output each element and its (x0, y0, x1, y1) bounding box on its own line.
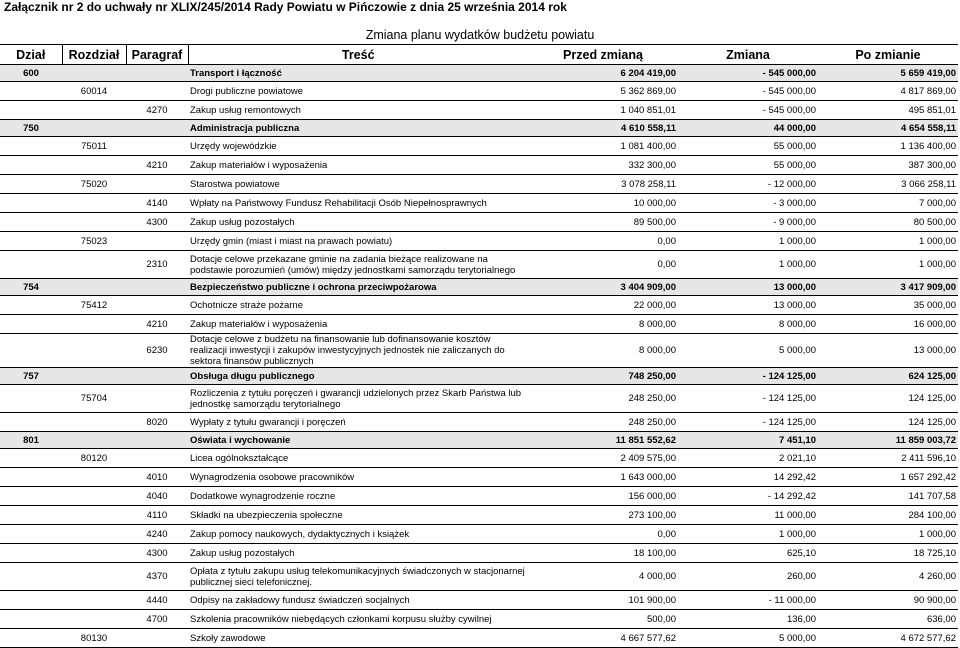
przed-zmiana-cell: 156 000,00 (528, 487, 678, 506)
zmiana-cell: - 545 000,00 (678, 82, 818, 101)
table-row (0, 591, 958, 610)
tresc-cell: Zakup usług pozostałych (188, 213, 528, 232)
paragraf-cell (126, 82, 188, 101)
po-zmianie-cell: 3 066 258,11 (818, 175, 958, 194)
rozdzial-cell (62, 194, 126, 213)
po-zmianie-cell: 495 851,01 (818, 101, 958, 120)
zmiana-cell: 11 000,00 (678, 506, 818, 525)
paragraf-cell: 4270 (126, 101, 188, 120)
paragraf-cell (126, 449, 188, 468)
table-row (0, 194, 958, 213)
table-row (0, 385, 958, 413)
po-zmianie-cell: 387 300,00 (818, 156, 958, 175)
przed-zmiana-cell: 2 409 575,00 (528, 449, 678, 468)
table-row (0, 432, 958, 449)
tresc-cell: Opłata z tytułu zakupu usług telekomunikacyjnych świadczonych w stacjonarnej publicznej sieci telefonicznej. (188, 563, 528, 591)
tresc-cell: Urzędy gmin (miast i miast na prawach powiatu) (188, 232, 528, 251)
po-zmianie-cell: 16 000,00 (818, 315, 958, 334)
table-row (0, 120, 958, 137)
dzial-cell (0, 156, 62, 175)
column-header-rozdzial: Rozdział (62, 45, 126, 65)
tresc-cell: Transport i łączność (188, 65, 528, 82)
rozdzial-cell (62, 413, 126, 432)
zmiana-cell: 260,00 (678, 563, 818, 591)
document-subtitle: Zmiana planu wydatków budżetu powiatu (365, 28, 595, 42)
rozdzial-cell (62, 487, 126, 506)
przed-zmiana-cell: 18 100,00 (528, 544, 678, 563)
po-zmianie-cell: 3 417 909,00 (818, 279, 958, 296)
dzial-cell (0, 296, 62, 315)
column-header-zmiana: Zmiana (678, 45, 818, 65)
zmiana-cell: 2 021,10 (678, 449, 818, 468)
zmiana-cell: 1 000,00 (678, 251, 818, 279)
table-row (0, 279, 958, 296)
zmiana-cell: 5 000,00 (678, 334, 818, 368)
po-zmianie-cell: 35 000,00 (818, 296, 958, 315)
paragraf-cell: 4700 (126, 610, 188, 629)
tresc-cell: Wypłaty z tytułu gwarancji i poręczeń (188, 413, 528, 432)
table-header-row (0, 45, 958, 65)
rozdzial-cell (62, 315, 126, 334)
paragraf-cell: 4210 (126, 315, 188, 334)
dzial-cell (0, 591, 62, 610)
tresc-cell: Zakup materiałów i wyposażenia (188, 156, 528, 175)
przed-zmiana-cell: 3 404 909,00 (528, 279, 678, 296)
paragraf-cell: 4240 (126, 525, 188, 544)
rozdzial-cell (62, 368, 126, 385)
rozdzial-cell (62, 251, 126, 279)
przed-zmiana-cell: 0,00 (528, 525, 678, 544)
table-row (0, 251, 958, 279)
dzial-cell: 754 (0, 279, 62, 296)
przed-zmiana-cell: 5 362 869,00 (528, 82, 678, 101)
dzial-cell (0, 251, 62, 279)
po-zmianie-cell: 4 672 577,62 (818, 629, 958, 648)
zmiana-cell: - 124 125,00 (678, 368, 818, 385)
paragraf-cell: 6230 (126, 334, 188, 368)
tresc-cell: Starostwa powiatowe (188, 175, 528, 194)
paragraf-cell: 4110 (126, 506, 188, 525)
table-row (0, 413, 958, 432)
table-row (0, 487, 958, 506)
rozdzial-cell (62, 65, 126, 82)
paragraf-cell (126, 175, 188, 194)
zmiana-cell: - 545 000,00 (678, 65, 818, 82)
dzial-cell (0, 413, 62, 432)
dzial-cell (0, 232, 62, 251)
rozdzial-cell (62, 610, 126, 629)
zmiana-cell: 5 000,00 (678, 629, 818, 648)
przed-zmiana-cell: 273 100,00 (528, 506, 678, 525)
zmiana-cell: 8 000,00 (678, 315, 818, 334)
rozdzial-cell (62, 563, 126, 591)
paragraf-cell: 4300 (126, 213, 188, 232)
po-zmianie-cell: 18 725,10 (818, 544, 958, 563)
dzial-cell (0, 610, 62, 629)
table-row (0, 468, 958, 487)
tresc-cell: Zakup pomocy naukowych, dydaktycznych i książek (188, 525, 528, 544)
dzial-cell (0, 629, 62, 648)
column-header-tresc: Treść (188, 45, 528, 65)
po-zmianie-cell: 4 817 869,00 (818, 82, 958, 101)
dzial-cell (0, 82, 62, 101)
przed-zmiana-cell: 248 250,00 (528, 413, 678, 432)
table-row (0, 101, 958, 120)
paragraf-cell: 2310 (126, 251, 188, 279)
table-row (0, 232, 958, 251)
rozdzial-cell (62, 334, 126, 368)
przed-zmiana-cell: 11 851 552,62 (528, 432, 678, 449)
table-row (0, 563, 958, 591)
table-row (0, 544, 958, 563)
dzial-cell (0, 101, 62, 120)
dzial-cell (0, 315, 62, 334)
dzial-cell: 750 (0, 120, 62, 137)
paragraf-cell: 8020 (126, 413, 188, 432)
rozdzial-cell (62, 468, 126, 487)
tresc-cell: Dodatkowe wynagrodzenie roczne (188, 487, 528, 506)
dzial-cell (0, 175, 62, 194)
tresc-cell: Ochotnicze straże pożarne (188, 296, 528, 315)
column-header-po: Po zmianie (818, 45, 958, 65)
rozdzial-cell: 80120 (62, 449, 126, 468)
przed-zmiana-cell: 248 250,00 (528, 385, 678, 413)
table-row (0, 315, 958, 334)
przed-zmiana-cell: 1 081 400,00 (528, 137, 678, 156)
budget-table (0, 44, 958, 648)
dzial-cell (0, 525, 62, 544)
przed-zmiana-cell: 6 204 419,00 (528, 65, 678, 82)
paragraf-cell: 4210 (126, 156, 188, 175)
przed-zmiana-cell: 89 500,00 (528, 213, 678, 232)
paragraf-cell (126, 120, 188, 137)
table-row (0, 82, 958, 101)
document-title: Załącznik nr 2 do uchwały nr XLIX/245/2014 Rady Powiatu w Pińczowie z dnia 25 września 2014 rok (4, 0, 567, 14)
paragraf-cell (126, 137, 188, 156)
po-zmianie-cell: 13 000,00 (818, 334, 958, 368)
przed-zmiana-cell: 8 000,00 (528, 334, 678, 368)
rozdzial-cell (62, 120, 126, 137)
tresc-cell: Dotacje celowe przekazane gminie na zadania bieżące realizowane na podstawie porozumień (umów) między jednostkami samorządu terytorialnego (188, 251, 528, 279)
przed-zmiana-cell: 10 000,00 (528, 194, 678, 213)
tresc-cell: Szkoły zawodowe (188, 629, 528, 648)
table-row (0, 334, 958, 368)
przed-zmiana-cell: 4 000,00 (528, 563, 678, 591)
dzial-cell (0, 213, 62, 232)
paragraf-cell: 4040 (126, 487, 188, 506)
column-header-dzial: Dział (0, 45, 62, 65)
zmiana-cell: 55 000,00 (678, 137, 818, 156)
przed-zmiana-cell: 101 900,00 (528, 591, 678, 610)
rozdzial-cell (62, 213, 126, 232)
tresc-cell: Odpisy na zakładowy fundusz świadczeń socjalnych (188, 591, 528, 610)
zmiana-cell: - 124 125,00 (678, 385, 818, 413)
paragraf-cell (126, 629, 188, 648)
po-zmianie-cell: 636,00 (818, 610, 958, 629)
tresc-cell: Obsługa długu publicznego (188, 368, 528, 385)
po-zmianie-cell: 11 859 003,72 (818, 432, 958, 449)
przed-zmiana-cell: 748 250,00 (528, 368, 678, 385)
dzial-cell (0, 449, 62, 468)
tresc-cell: Licea ogólnokształcące (188, 449, 528, 468)
table-row (0, 506, 958, 525)
tresc-cell: Wpłaty na Państwowy Fundusz Rehabilitacji Osób Niepełnosprawnych (188, 194, 528, 213)
rozdzial-cell (62, 101, 126, 120)
tresc-cell: Dotacje celowe z budżetu na finansowanie lub dofinansowanie kosztów realizacji inwestycji i zakupów inwestycyjnych jednostek nie zaliczanych do sektora finansów publicznych (188, 334, 528, 368)
column-header-paragraf: Paragraf (126, 45, 188, 65)
zmiana-cell: - 124 125,00 (678, 413, 818, 432)
tresc-cell: Rozliczenia z tytułu poręczeń i gwarancji udzielonych przez Skarb Państwa lub jednostkę samorządu terytorialnego (188, 385, 528, 413)
zmiana-cell: 7 451,10 (678, 432, 818, 449)
dzial-cell (0, 563, 62, 591)
dzial-cell (0, 506, 62, 525)
table-row (0, 525, 958, 544)
dzial-cell (0, 487, 62, 506)
dzial-cell (0, 137, 62, 156)
przed-zmiana-cell: 332 300,00 (528, 156, 678, 175)
table-row (0, 213, 958, 232)
paragraf-cell (126, 432, 188, 449)
zmiana-cell: - 14 292,42 (678, 487, 818, 506)
column-header-przed: Przed zmianą (528, 45, 678, 65)
przed-zmiana-cell: 1 040 851,01 (528, 101, 678, 120)
table-row (0, 629, 958, 648)
zmiana-cell: - 11 000,00 (678, 591, 818, 610)
paragraf-cell: 4370 (126, 563, 188, 591)
tresc-cell: Urzędy wojewódzkie (188, 137, 528, 156)
tresc-cell: Składki na ubezpieczenia społeczne (188, 506, 528, 525)
po-zmianie-cell: 124 125,00 (818, 413, 958, 432)
rozdzial-cell: 75023 (62, 232, 126, 251)
dzial-cell (0, 194, 62, 213)
paragraf-cell (126, 232, 188, 251)
tresc-cell: Zakup usług remontowych (188, 101, 528, 120)
rozdzial-cell: 75704 (62, 385, 126, 413)
dzial-cell (0, 334, 62, 368)
tresc-cell: Oświata i wychowanie (188, 432, 528, 449)
paragraf-cell (126, 279, 188, 296)
zmiana-cell: 1 000,00 (678, 525, 818, 544)
zmiana-cell: 44 000,00 (678, 120, 818, 137)
przed-zmiana-cell: 1 643 000,00 (528, 468, 678, 487)
zmiana-cell: 13 000,00 (678, 296, 818, 315)
tresc-cell: Zakup usług pozostałych (188, 544, 528, 563)
po-zmianie-cell: 1 000,00 (818, 525, 958, 544)
rozdzial-cell (62, 432, 126, 449)
po-zmianie-cell: 284 100,00 (818, 506, 958, 525)
table-row (0, 65, 958, 82)
dzial-cell: 757 (0, 368, 62, 385)
tresc-cell: Wynagrodzenia osobowe pracowników (188, 468, 528, 487)
rozdzial-cell: 75412 (62, 296, 126, 315)
tresc-cell: Zakup materiałów i wyposażenia (188, 315, 528, 334)
przed-zmiana-cell: 4 667 577,62 (528, 629, 678, 648)
przed-zmiana-cell: 0,00 (528, 232, 678, 251)
przed-zmiana-cell: 3 078 258,11 (528, 175, 678, 194)
rozdzial-cell: 60014 (62, 82, 126, 101)
table-row (0, 175, 958, 194)
zmiana-cell: - 3 000,00 (678, 194, 818, 213)
dzial-cell (0, 468, 62, 487)
rozdzial-cell (62, 525, 126, 544)
przed-zmiana-cell: 8 000,00 (528, 315, 678, 334)
po-zmianie-cell: 1 000,00 (818, 232, 958, 251)
paragraf-cell: 4300 (126, 544, 188, 563)
po-zmianie-cell: 5 659 419,00 (818, 65, 958, 82)
paragraf-cell: 4140 (126, 194, 188, 213)
tresc-cell: Administracja publiczna (188, 120, 528, 137)
zmiana-cell: 1 000,00 (678, 232, 818, 251)
paragraf-cell (126, 65, 188, 82)
tresc-cell: Szkolenia pracowników niebędących członkami korpusu służby cywilnej (188, 610, 528, 629)
zmiana-cell: 625,10 (678, 544, 818, 563)
paragraf-cell: 4010 (126, 468, 188, 487)
zmiana-cell: 14 292,42 (678, 468, 818, 487)
paragraf-cell (126, 296, 188, 315)
rozdzial-cell (62, 156, 126, 175)
tresc-cell: Bezpieczeństwo publiczne i ochrona przeciwpożarowa (188, 279, 528, 296)
table-row (0, 296, 958, 315)
dzial-cell (0, 385, 62, 413)
dzial-cell: 600 (0, 65, 62, 82)
paragraf-cell: 4440 (126, 591, 188, 610)
po-zmianie-cell: 4 260,00 (818, 563, 958, 591)
table-row (0, 368, 958, 385)
table-row (0, 156, 958, 175)
table-row (0, 610, 958, 629)
po-zmianie-cell: 80 500,00 (818, 213, 958, 232)
po-zmianie-cell: 2 411 596,10 (818, 449, 958, 468)
dzial-cell (0, 544, 62, 563)
po-zmianie-cell: 141 707,58 (818, 487, 958, 506)
dzial-cell: 801 (0, 432, 62, 449)
po-zmianie-cell: 90 900,00 (818, 591, 958, 610)
rozdzial-cell (62, 591, 126, 610)
przed-zmiana-cell: 500,00 (528, 610, 678, 629)
po-zmianie-cell: 4 654 558,11 (818, 120, 958, 137)
table-row (0, 449, 958, 468)
po-zmianie-cell: 124 125,00 (818, 385, 958, 413)
przed-zmiana-cell: 0,00 (528, 251, 678, 279)
zmiana-cell: - 12 000,00 (678, 175, 818, 194)
paragraf-cell (126, 368, 188, 385)
table-row (0, 137, 958, 156)
zmiana-cell: 136,00 (678, 610, 818, 629)
po-zmianie-cell: 7 000,00 (818, 194, 958, 213)
zmiana-cell: 55 000,00 (678, 156, 818, 175)
po-zmianie-cell: 1 000,00 (818, 251, 958, 279)
rozdzial-cell: 75020 (62, 175, 126, 194)
po-zmianie-cell: 1 657 292,42 (818, 468, 958, 487)
tresc-cell: Drogi publiczne powiatowe (188, 82, 528, 101)
zmiana-cell: - 545 000,00 (678, 101, 818, 120)
rozdzial-cell: 80130 (62, 629, 126, 648)
rozdzial-cell (62, 506, 126, 525)
przed-zmiana-cell: 22 000,00 (528, 296, 678, 315)
po-zmianie-cell: 624 125,00 (818, 368, 958, 385)
po-zmianie-cell: 1 136 400,00 (818, 137, 958, 156)
paragraf-cell (126, 385, 188, 413)
przed-zmiana-cell: 4 610 558,11 (528, 120, 678, 137)
rozdzial-cell: 75011 (62, 137, 126, 156)
zmiana-cell: 13 000,00 (678, 279, 818, 296)
rozdzial-cell (62, 279, 126, 296)
zmiana-cell: - 9 000,00 (678, 213, 818, 232)
rozdzial-cell (62, 544, 126, 563)
